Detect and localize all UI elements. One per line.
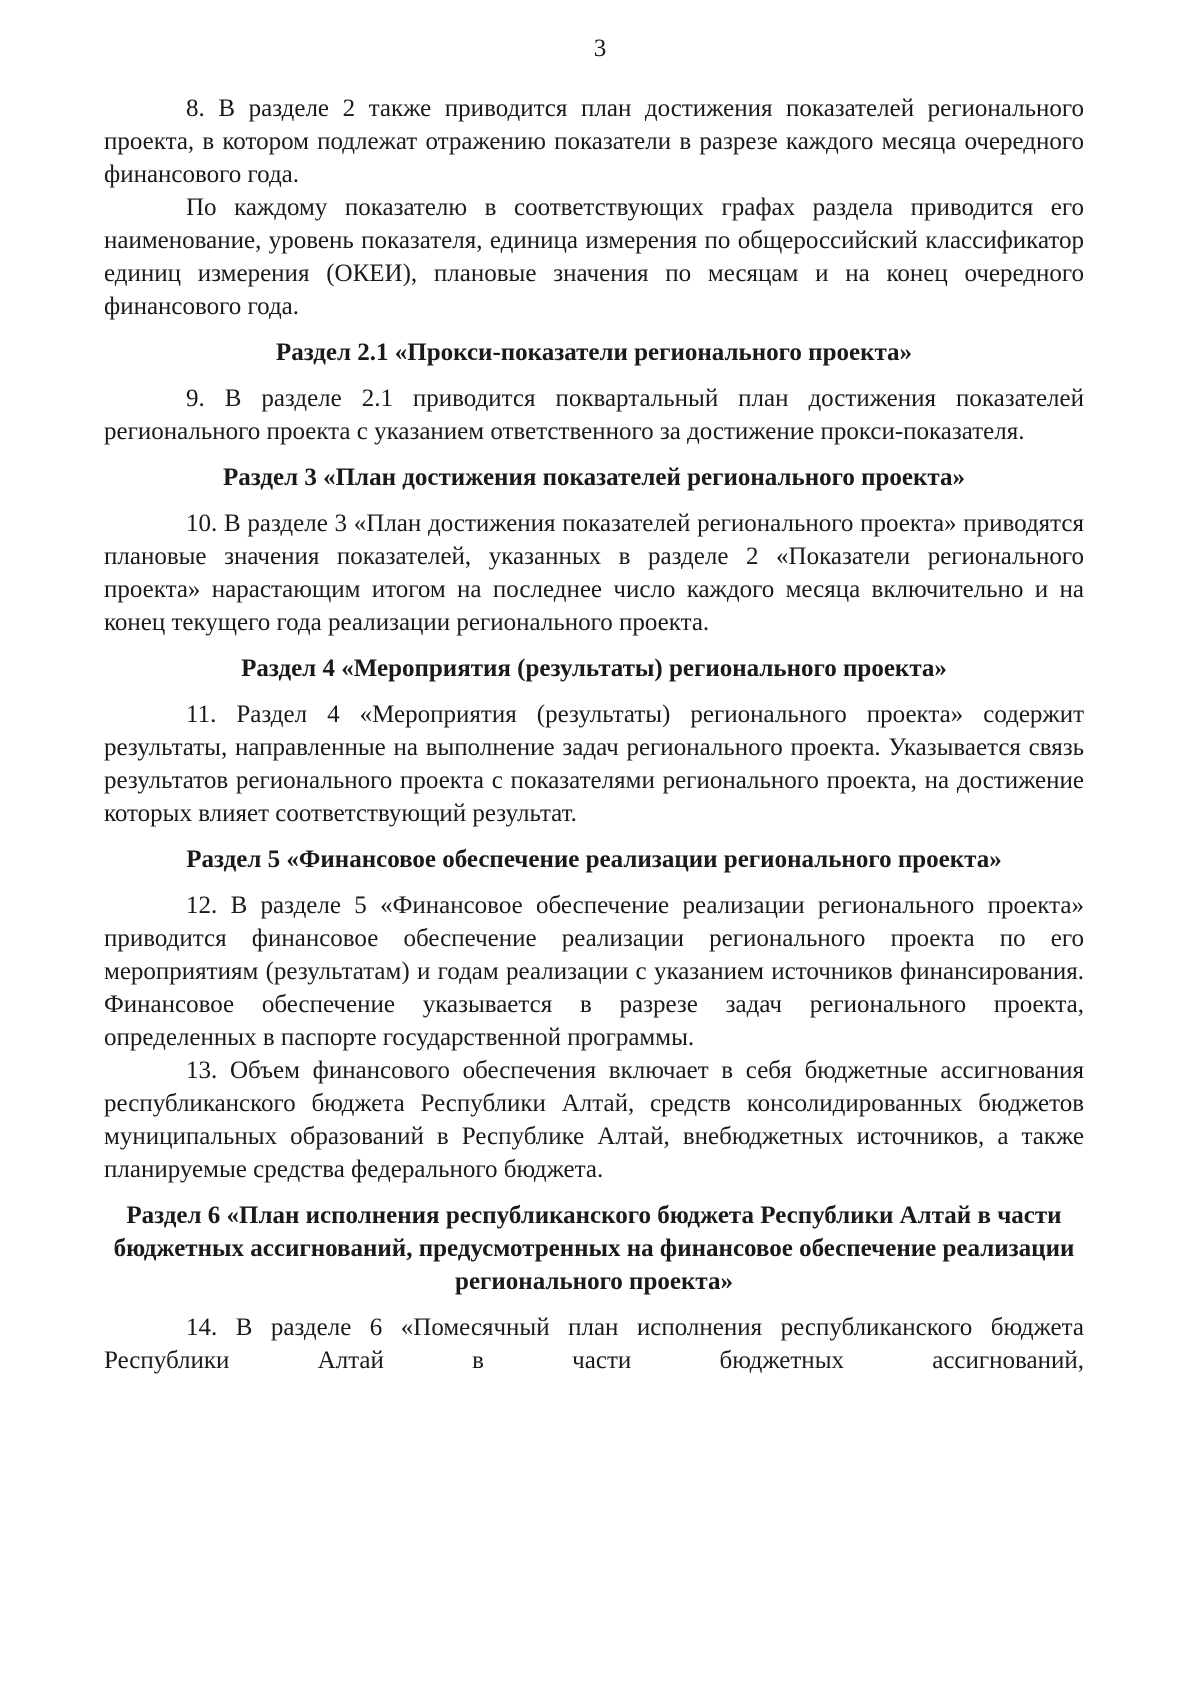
paragraph-11: 11. Раздел 4 «Мероприятия (результаты) регионального проекта» содержит результаты, направленные на выполнение задач регионального проекта. Указывается связь результатов регионального проекта с показателями регионального проекта, на достижение которых влияет соответствующий результат. (104, 701, 1084, 827)
paragraph-14: 14. В разделе 6 «Помесячный план исполнения республиканского бюджета Республики Алтай в части бюджетных ассигнований, (104, 1314, 1084, 1374)
paragraph-8-continuation: По каждому показателю в соответствующих графах раздела приводится его наименование, уровень показателя, единица измерения по общероссийский классификатор единиц измерения (ОКЕИ), плановые значения по месяцам и на конец очередного финансового года. (104, 194, 1084, 320)
section-heading-4: Раздел 4 «Мероприятия (результаты) регионального проекта» (241, 655, 947, 682)
section-heading-2-1: Раздел 2.1 «Прокси-показатели регионального проекта» (275, 339, 913, 366)
paragraph-13: 13. Объем финансового обеспечения включает в себя бюджетные ассигнования республиканского бюджета Республики Алтай, средств консолидированных бюджетов муниципальных образований в Республике Алтай, внебюджетных источников, а также планируемые средства федерального бюджета. (104, 1057, 1084, 1183)
section-heading-5: Раздел 5 «Финансовое обеспечение реализации регионального проекта» (186, 846, 1002, 873)
paragraph-8: 8. В разделе 2 также приводится план достижения показателей регионального проекта, в котором подлежат отражению показатели в разрезе каждого месяца очередного финансового года. (104, 95, 1084, 188)
section-heading-6: Раздел 6 «План исполнения республиканского бюджета Республики Алтай в части бюджетных ассигнований, предусмотренных на финансовое обеспечение реализации регионального проекта» (113, 1202, 1075, 1295)
paragraph-10: 10. В разделе 3 «План достижения показателей регионального проекта» приводятся плановые значения показателей, указанных в разделе 2 «Показатели регионального проекта» нарастающим итогом на последнее число каждого месяца включительно и на конец текущего года реализации регионального проекта. (104, 510, 1084, 636)
page-number: 3 (593, 35, 607, 62)
paragraph-9: 9. В разделе 2.1 приводится поквартальный план достижения показателей регионального проекта с указанием ответственного за достижение прокси-показателя. (104, 385, 1084, 445)
document-body (104, 92, 1084, 1377)
section-heading-3: Раздел 3 «План достижения показателей регионального проекта» (222, 464, 966, 491)
paragraph-12: 12. В разделе 5 «Финансовое обеспечение реализации регионального проекта» приводится финансовое обеспечение реализации регионального проекта по его мероприятиям (результатам) и годам реализации с указанием источников финансирования. Финансовое обеспечение указывается в разрезе задач регионального проекта, определенных в паспорте государственной программы. (104, 892, 1084, 1051)
